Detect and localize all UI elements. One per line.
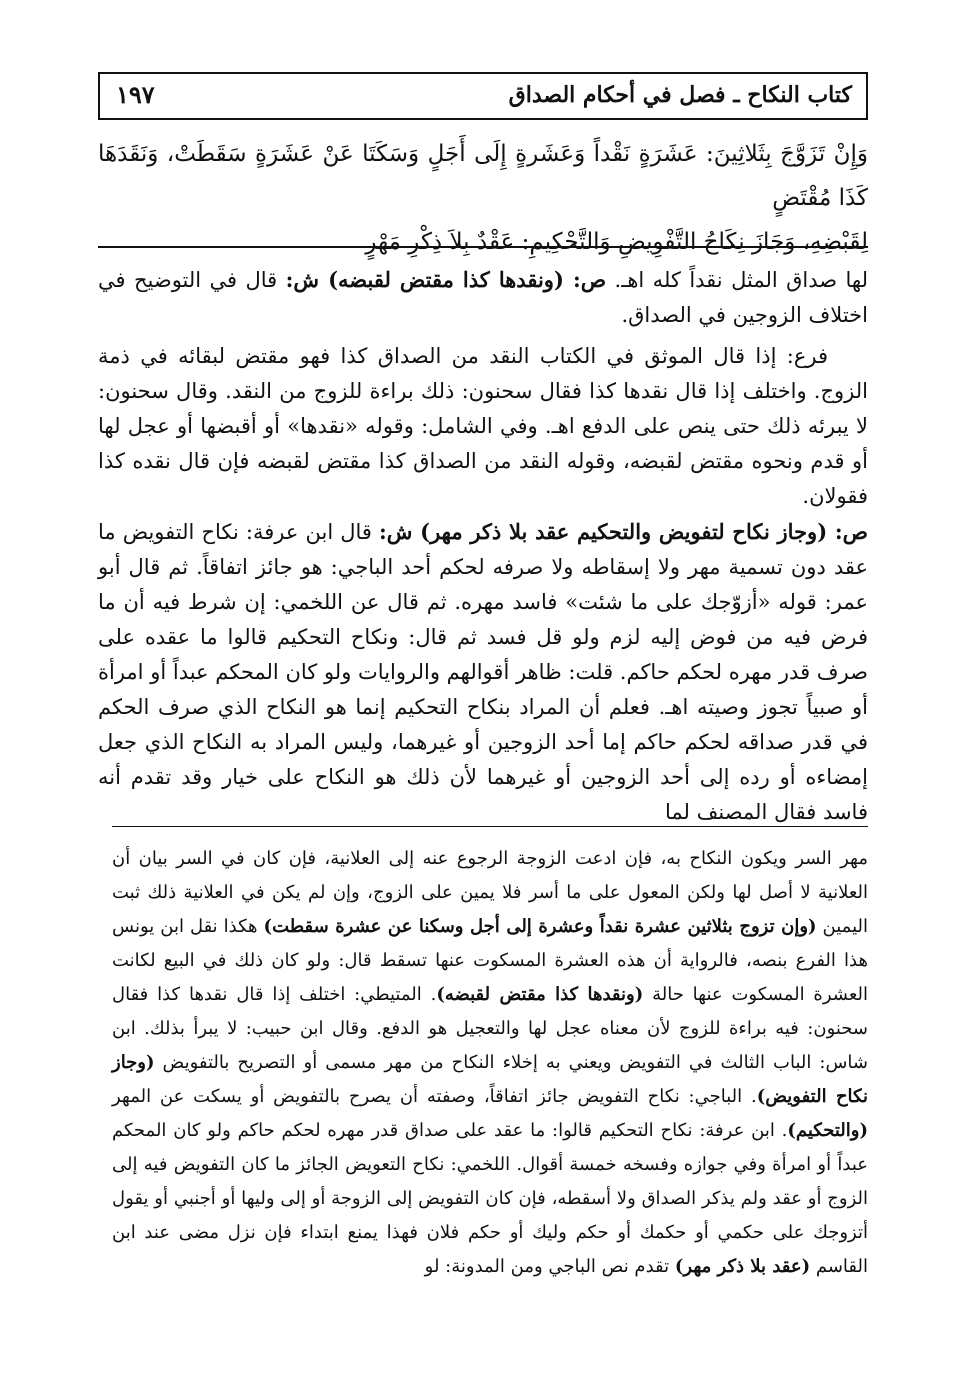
matn-line: لِقَبْضِهِ، وَجَازَ نِكَاحُ التَّفْوِيضِ وَالتَّحْكِيمِ: عَقْدٌ بِلاَ ذِكْرِ مَهْرٍ xyxy=(365,229,868,255)
matn-text xyxy=(98,132,868,264)
quoted-matn: (عقد بلا ذكر مهر) xyxy=(674,1256,811,1277)
matn-line: وَإِنْ تَزَوَّجَ بِثَلاثِينَ: عَشَرَةٍ نَقْداً وَعَشَرةٍ إِلَى أَجَلٍ وَسَكَتَا عَنْ عَشَرَةٍ سَقَطَتْ، وَنَقَدَهَا كَذَا مُقْتَضٍ xyxy=(98,141,868,211)
quoted-matn: (ونقدها كذا مقتض لقبضه) xyxy=(436,984,644,1005)
quoted-matn: ص: (وجاز نكاح لتفويض والتحكيم عقد بلا ذكر مهر) ش: xyxy=(379,519,868,544)
quoted-matn: (وإن تزوج بثلاثين عشرة نقداً وعشرة إلى أجل وسكنا عن عشرة سقطت) xyxy=(263,916,817,937)
commentary-paragraph xyxy=(98,262,868,333)
footnote-commentary xyxy=(112,842,868,1284)
page-header xyxy=(98,72,868,120)
page-number: ١٩٧ xyxy=(116,80,155,109)
quoted-matn: (وجاز نكاح التفويض) xyxy=(112,1052,868,1107)
footnote-divider xyxy=(112,826,868,827)
footnote-text: هكذا نقل ابن يونس هذا الفرع بنصه، فالرواية أن هذه العشرة المسكوت عنها تسقط قال: ولو كان ذلك في البيع لكانت العشرة المسكوت عنها حالة xyxy=(112,916,869,1005)
commentary-text: قال في التوضيح في اختلاف الزوجين في الصداق. xyxy=(98,268,868,327)
footnote-text: . المتيطي: اختلف إذا قال نقدها كذا فقال سحنون: فيه براءة للزوج لأن معناه عجل لها والتعجيل هو الدفع. وقال ابن حبيب: لا يبرأ بذلك. ابن شاس: الباب الثالث في التفويض ويعني به إخلاء النكاح من مهر مسمى أو التصريح بالتفويض xyxy=(112,984,869,1073)
footnote-text: . ابن عرفة: نكاح التحكيم قالوا: ما عقد على صداق قدر مهره لحكم حاكم ولو كان المحكم عبداً أو امرأة وفي جوازه وفسخه خمسة أقوال. اللخمي: نكاح التعويض الجائز ما كان التفويض فيه إلى الزوج أو عقد ولم يذكر الصداق ولا أسقطه، فإن كان التفويض إلى الزوجة أو إلى وليها أو أجنبي أو يقول أتزوجك على حكمي أو حكمك أو حكم وليك أو حكم فلان فهذا يمنع ابتداء فإن نزل مضى عند ابن القاسم xyxy=(112,1120,868,1277)
footnote-text: تقدم نص الباجي ومن المدونة: لو xyxy=(424,1256,675,1277)
commentary-text: قال ابن عرفة: نكاح التفويض ما عقد دون تسمية مهر ولا إسقاطه ولا صرفه لحكم أحد الباجي: هو جائز اتفاقاً. ثم قال أبو عمر: قوله «أزوّجك على ما شئت» فاسد مهره. ثم قال عن اللخمي: إن شرط فيه أن ما فرض فيه من فوض إليه لزم ولو قل فسد ثم قال: ونكاح التحكيم قالوا ما عقده على صرف قدر مهره لحكم حاكم. قلت: ظاهر أقوالهم والروايات ولو كان المحكم عبداً أو امرأة أو صبياً تجوز وصيته اهـ. فعلم أن المراد بنكاح التحكيم إنما هو النكاح الذي صرف الحكم في قدر صداقه لحكم حاكم إما أحد الزوجين أو غيرهما، وليس المراد به النكاح الذي جعل إمضاءه أو رده إلى أحد الزوجين أو غيرهما لأن ذلك هو النكاح على خيار وقد تقدم أنه فاسد فقال المصنف لما xyxy=(98,520,868,824)
matn-divider xyxy=(98,246,868,248)
running-title: كتاب النكاح ـ فصل في أحكام الصداق xyxy=(508,82,852,108)
commentary-text: لها صداق المثل نقداً كله اهـ. xyxy=(606,268,869,292)
commentary-paragraph: فرع: إذا قال الموثق في الكتاب النقد من الصداق كذا فهو مقتض لبقائه في ذمة الزوج. واختلف إذا قال نقدها كذا فقال سحنون: ذلك براءة للزوج من النقد. وقال سحنون: لا يبرئه ذلك حتى ينص على الدفع اهـ. وفي الشامل: وقوله «نقدها» أو أقبضها أو عجل لها أو قدم ونحوه مقتض لقبضه، وقوله النقد من الصداق كذا مقتض لقبضه فإن قال نقده كذا فقولان. xyxy=(98,344,868,508)
commentary-paragraph xyxy=(98,514,868,830)
quoted-matn: (والتحكيم) xyxy=(787,1120,868,1141)
quoted-matn: ص: (ونقدها كذا مقتض لقبضه) ش: xyxy=(285,267,607,292)
footnote-text: مهر السر ويكون النكاح به، فإن ادعت الزوجة الرجوع عنه إلى العلانية، فإن كان في السر بيان أن العلانية لا أصل لها ولكن المعول على ما أسر فلا يمين على الزوج، وإن لم يكن في العلانية ذلك ثبت اليمين xyxy=(112,848,868,937)
commentary xyxy=(98,262,868,830)
footnote-text: . الباجي: نكاح التفويض جائز اتفاقاً، وصفته أن يصرح بالتفويض أو يسكت عن المهر xyxy=(112,1086,757,1107)
